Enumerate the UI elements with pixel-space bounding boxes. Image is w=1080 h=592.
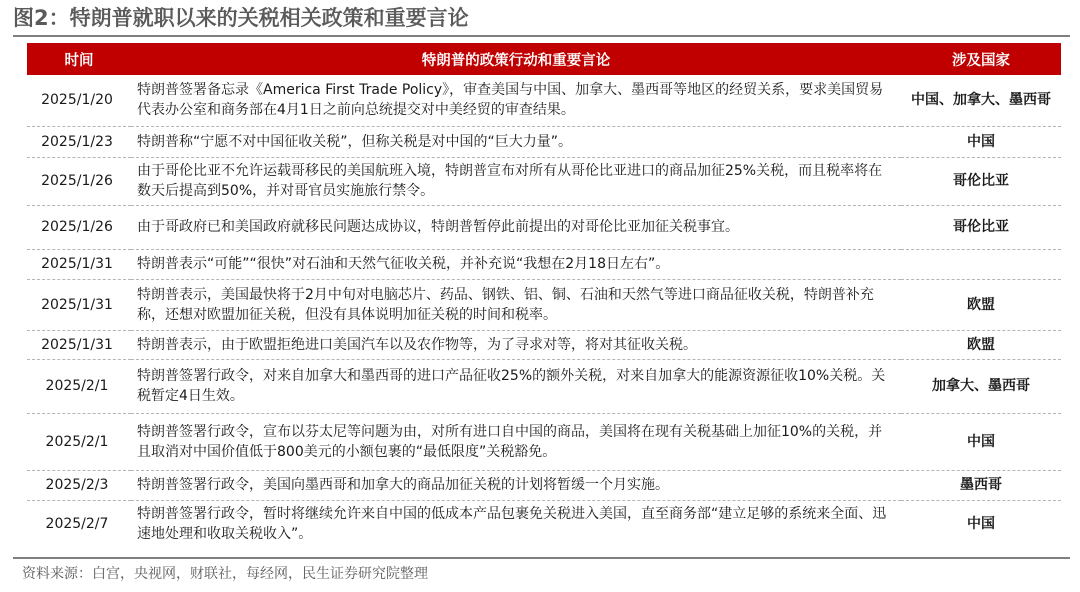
table-row [27,413,1061,470]
row-date: 2025/2/7 [45,515,109,532]
table-row [27,157,1061,205]
row-country: 中国、加拿大、墨西哥 [901,75,1061,126]
row-country: 中国 [901,413,1061,470]
table-row [27,279,1061,330]
row-date: 2025/1/23 [27,126,131,157]
table-row [27,205,1061,249]
row-date: 2025/1/31 [27,249,131,279]
row-country: 欧盟 [901,279,1061,330]
row-content: 特朗普签署备忘录《America First Trade Policy》，审查美国与中国、加拿大、墨西哥等地区的经贸关系，要求美国贸易代表办公室和商务部在4月1日之前向总统提交对中美经贸的审查结果。 [131,75,901,126]
row-country: 加拿大、墨西哥 [901,359,1061,413]
row-date: 2025/2/1 [27,413,131,470]
row-content: 特朗普称“宁愿不对中国征收关税”，但称关税是对中国的“巨大力量”。 [131,126,901,157]
row-date: 2025/1/31 [27,330,131,359]
row-date: 2025/1/31 [27,279,131,330]
table-row [27,330,1061,359]
row-country [901,249,1061,279]
row-country: 哥伦比亚 [901,157,1061,205]
source-note: 资料来源：白宫，央视网，财联社，每经网，民生证券研究院整理 [22,566,428,582]
table-row [27,249,1061,279]
table-row [27,500,1061,547]
table-row [27,359,1061,413]
row-content: 特朗普签署行政令，对来自加拿大和墨西哥的进口产品征收25%的额外关税，对来自加拿大的能源资源征收10%关税。关税暂定4日生效。 [131,359,901,413]
table-row [27,75,1061,126]
row-content: 特朗普签署行政令，宣布以芬太尼等问题为由，对所有进口自中国的商品，美国将在现有关税基础上加征10%的关税，并且取消对中国价值低于800美元的小额包裹的“最低限度”关税豁免。 [131,413,901,470]
row-date: 2025/2/1 [27,359,131,413]
row-content: 特朗普表示“可能”“很快”对石油和天然气征收关税，并补充说“我想在2月18日左右”。 [131,249,901,279]
header-content: 特朗普的政策行动和重要言论 [131,43,901,75]
row-country: 哥伦比亚 [901,205,1061,249]
row-content: 特朗普签署行政令，暂时将继续允许来自中国的低成本产品包裹免关税进入美国，直至商务部“建立足够的系统来全面、迅速地处理和收取关税收入”。 [137,505,887,542]
row-content: 特朗普签署行政令，美国向墨西哥和加拿大的商品加征关税的计划将暂缓一个月实施。 [131,470,901,500]
row-country: 中国 [901,126,1061,157]
table-row [27,126,1061,157]
title-divider [13,35,1070,37]
figure-title: 图2：特朗普就职以来的关税相关政策和重要言论 [13,6,469,30]
bottom-divider [13,557,1070,559]
row-content: 由于哥政府已和美国政府就移民问题达成协议，特朗普暂停此前提出的对哥伦比亚加征关税事宜。 [131,205,901,249]
table-row [27,470,1061,500]
header-country: 涉及国家 [901,43,1061,75]
row-date: 2025/1/26 [27,157,131,205]
tariff-policy-table [27,43,1061,547]
table-header-row [27,43,1061,75]
row-country: 欧盟 [901,330,1061,359]
row-country: 墨西哥 [901,470,1061,500]
row-country: 中国 [967,515,995,532]
row-content: 由于哥伦比亚不允许运载哥移民的美国航班入境，特朗普宣布对所有从哥伦比亚进口的商品加征25%关税，而且税率将在数天后提高到50%，并对哥官员实施旅行禁令。 [131,157,901,205]
row-date: 2025/1/20 [27,75,131,126]
row-content: 特朗普表示，由于欧盟拒绝进口美国汽车以及农作物等，为了寻求对等，将对其征收关税。 [131,330,901,359]
row-date: 2025/1/26 [27,205,131,249]
row-content: 特朗普表示，美国最快将于2月中旬对电脑芯片、药品、钢铁、铝、铜、石油和天然气等进口商品征收关税，特朗普补充称，还想对欧盟加征关税，但没有具体说明加征关税的时间和税率。 [131,279,901,330]
header-date: 时间 [27,43,131,75]
row-date: 2025/2/3 [27,470,131,500]
